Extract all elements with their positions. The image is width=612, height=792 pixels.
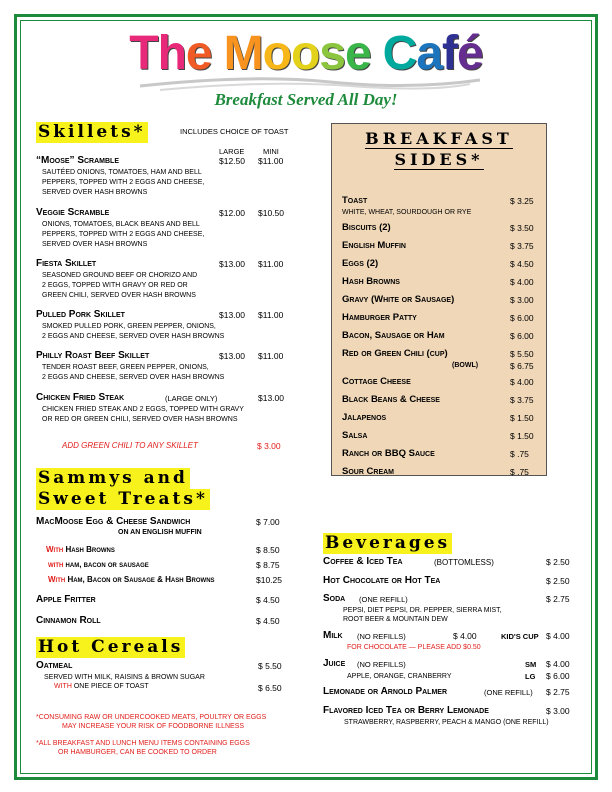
skillet-name: Veggie Scramble [36,207,110,218]
side-item-sub: WHITE, WHEAT, SOURDOUGH OR RYE [342,209,472,216]
skillet-desc-line: PEPPERS, TOPPED WITH 2 EGGS AND CHEESE, [42,179,205,186]
side-item-price: $ 6.00 [510,313,534,323]
skillet-price-large: $13.00 [219,310,245,320]
skillet-name: Fiesta Skillet [36,258,97,269]
skillet-desc-line: ONIONS, TOMATOES, BLACK BEANS AND BELL [42,221,200,228]
hot-chocolate-name: Hot Chocolate or Hot Tea [323,575,441,586]
logo-letter: M [223,27,263,80]
macmoose-price: $ 7.00 [256,517,280,527]
skillet-price-large: $13.00 [219,259,245,269]
milk-chocolate-note: FOR CHOCOLATE — PLEASE ADD $0.50 [347,644,481,651]
skillet-price-large: $12.50 [219,156,245,166]
side-item-name: Black Beans & Cheese [342,394,440,405]
logo-letter: o [290,27,320,80]
side-item-price2: $ 6.75 [510,361,534,371]
skillet-desc-line: SEASONED GROUND BEEF OR CHORIZO AND [42,272,198,279]
addon-label: ADD GREEN CHILI TO ANY SKILLET [62,441,198,450]
side-item-price: $ 5.50 [510,349,534,359]
skillet-price-large: $13.00 [258,393,284,403]
note-1-line2: MAY INCREASE YOUR RISK OF FOODBORNE ILLNESS [62,723,245,730]
side-item-name: Ranch or BBQ Sauce [342,448,435,459]
side-item-name: Salsa [342,430,368,441]
milk-tag: (NO REFILLS) [357,632,406,641]
lemonade-tag: (ONE REFILL) [484,688,533,697]
flavored-tea-name: Flavored Iced Tea or Berry Lemonade [323,705,489,716]
flavored-tea-price: $ 3.00 [546,706,570,716]
oatmeal-option: WITH ONE PIECE OF TOAST [54,683,149,690]
side-item-name: Eggs (2) [342,258,379,269]
side-item-price: $ 3.75 [510,395,534,405]
soda-tag: (ONE REFILL) [359,595,408,604]
sides-heading [331,128,547,170]
side-item-name: English Muffin [342,240,406,251]
skillet-desc-line: OR RED OR GREEN CHILI, SERVED OVER HASH BROWNS [42,416,238,423]
logo-letter: e [344,27,371,80]
logo-letter: a [416,27,443,80]
macmoose-name: MacMoose Egg & Cheese Sandwich [36,516,191,527]
logo-letter: o [262,27,291,80]
cinnamon-roll-name: Cinnamon Roll [36,615,101,626]
side-item-name: Sour Cream [342,466,395,477]
juice-desc: APPLE, ORANGE, CRANBERRY [347,673,452,680]
skillet-desc-line: GREEN CHILI, SERVED OVER HASH BROWNS [42,292,196,299]
juice-lg-label: LG [525,672,536,681]
oatmeal-name: Oatmeal [36,660,73,671]
side-item-price: $ 6.00 [510,331,534,341]
skillet-name: Chicken Fried Steak [36,392,125,403]
side-item-name: Toast [342,195,368,206]
side-item-name: Biscuits (2) [342,222,391,233]
soda-desc-2: ROOT BEER & MOUNTAIN DEW [343,616,448,623]
skillet-price-mini: $11.00 [258,310,284,320]
logo-letter: é [457,27,483,80]
milk-name: Milk [323,630,343,641]
milk-kids-label: KID'S CUP [501,632,539,641]
skillet-name: Philly Roast Beef Skillet [36,350,150,361]
side-item-price: $ 1.50 [510,413,534,423]
macmoose-sub: ON AN ENGLISH MUFFIN [118,529,202,536]
side-item-price: $ .75 [510,467,529,477]
note-1-line1: *CONSUMING RAW OR UNDERCOOKED MEATS, POULTRY OR EGGS [36,714,267,721]
logo-letter: h [157,27,186,80]
side-item-price: $ 4.00 [510,377,534,387]
skillet-desc-line: 2 EGGS, TOPPED WITH GRAVY OR RED OR [42,282,188,289]
cinnamon-roll-price: $ 4.50 [256,616,280,626]
skillet-desc-line: SERVED OVER HASH BROWNS [42,189,148,196]
skillet-desc-line: PEPPERS, TOPPED WITH 2 EGGS AND CHEESE, [42,231,205,238]
side-item-price: $ 3.75 [510,241,534,251]
beverages-heading: Beverages [325,533,451,553]
coffee-price: $ 2.50 [546,557,570,567]
lemonade-price: $ 2.75 [546,687,570,697]
skillet-price-large: $12.00 [219,208,245,218]
soda-name: Soda [323,593,346,604]
side-item-sub2: (BOWL) [452,362,479,369]
skillets-heading: Skillets* [38,122,146,142]
sammy-option-2: with ham, bacon or sausage [48,560,149,569]
juice-tag: (NO REFILLS) [357,660,406,669]
side-item-price: $ .75 [510,449,529,459]
coffee-tag: (BOTTOMLESS) [434,558,494,567]
coffee-name: Coffee & Iced Tea [323,556,403,567]
skillet-price-mini: $11.00 [258,259,284,269]
side-item-name: Jalapenos [342,412,387,423]
skillet-desc-line: 2 EGGS AND CHEESE, SERVED OVER HASH BROWNS [42,333,225,340]
col-large-header: LARGE [219,147,245,156]
side-item-price: $ 3.50 [510,223,534,233]
note-2-line1: *ALL BREAKFAST AND LUNCH MENU ITEMS CONTAINING EGGS [36,740,250,747]
sides-heading-line2: SIDES* [394,150,484,169]
juice-name: Juice [323,658,346,669]
oatmeal-desc: SERVED WITH MILK, RAISINS & BROWN SUGAR [44,674,205,681]
apple-fritter-price: $ 4.50 [256,595,280,605]
side-item-price: $ 4.50 [510,259,534,269]
sammy-option-3: With Ham, Bacon or Sausage & Hash Browns [48,575,215,584]
side-item-price: $ 3.00 [510,295,534,305]
logo-letter: f [442,27,458,80]
flavored-tea-desc: STRAWBERRY, RASPBERRY, PEACH & MANGO (ONE REFILL) [344,719,549,726]
apple-fritter-name: Apple Fritter [36,594,96,605]
hot-chocolate-price: $ 2.50 [546,576,570,586]
juice-sm-label: SM [525,660,537,669]
skillets-note: INCLUDES CHOICE OF TOAST [180,127,289,136]
lemonade-name: Lemonade or Arnold Palmer [323,686,448,697]
sides-heading-line1: BREAKFAST [365,129,513,148]
side-item-price: $ 3.25 [510,196,534,206]
sammys-heading-line1: Sammys and [38,468,188,488]
skillet-price-large: $13.00 [219,351,245,361]
milk-kids-price: $ 4.00 [546,631,570,641]
note-2-line2: OR HAMBURGER, CAN BE COOKED TO ORDER [58,749,217,756]
sammys-heading-line2: Sweet Treats* [38,489,208,509]
side-item-name: Hash Browns [342,276,400,287]
soda-desc-1: PEPSI, DIET PEPSI, DR. PEPPER, SIERRA MIST, [343,607,502,614]
skillet-name: Pulled Pork Skillet [36,309,125,320]
skillet-tag: (LARGE ONLY) [165,394,218,403]
side-item-price: $ 1.50 [510,431,534,441]
juice-lg-price: $ 6.00 [546,671,570,681]
milk-price: $ 4.00 [453,631,477,641]
logo-letter: C [382,27,417,80]
skillet-price-mini: $11.00 [258,351,284,361]
skillet-desc-line: SAUTÉED ONIONS, TOMATOES, HAM AND BELL [42,169,202,176]
cereals-heading: Hot Cereals [38,637,184,657]
skillet-name: “Moose” Scramble [36,155,120,166]
skillet-desc-line: SERVED OVER HASH BROWNS [42,241,148,248]
skillet-desc-line: CHICKEN FRIED STEAK AND 2 EGGS, TOPPED WITH GRAVY [42,406,244,413]
tagline: Breakfast Served All Day! [214,90,398,109]
logo-letter: T [129,27,158,80]
side-item-name: Bacon, Sausage or Ham [342,330,445,341]
side-item-name: Cottage Cheese [342,376,411,387]
sammy-option-3-price: $10.25 [256,575,282,585]
side-item-name: Hamburger Patty [342,312,417,323]
oatmeal-option-price: $ 6.50 [258,683,282,693]
sammy-option-2-price: $ 8.75 [256,560,280,570]
skillet-desc-line: 2 EGGS AND CHEESE, SERVED OVER HASH BROWNS [42,374,225,381]
juice-sm-price: $ 4.00 [546,659,570,669]
skillet-price-mini: $10.50 [258,208,284,218]
addon-price: $ 3.00 [257,441,281,451]
side-item-name: Gravy (White or Sausage) [342,294,455,305]
skillet-desc-line: TENDER ROAST BEEF, GREEN PEPPER, ONIONS, [42,364,209,371]
col-mini-header: MINI [263,147,279,156]
sammy-option-1-price: $ 8.50 [256,545,280,555]
sammy-option-1: With Hash Browns [46,545,115,554]
logo-letter: e [185,27,212,80]
skillet-desc-line: SMOKED PULLED PORK, GREEN PEPPER, ONIONS, [42,323,216,330]
side-item-name: Red or Green Chili (cup) [342,348,448,359]
logo-letter: s [319,27,345,80]
oatmeal-price: $ 5.50 [258,661,282,671]
soda-price: $ 2.75 [546,594,570,604]
side-item-price: $ 4.00 [510,277,534,287]
skillet-price-mini: $11.00 [258,156,284,166]
